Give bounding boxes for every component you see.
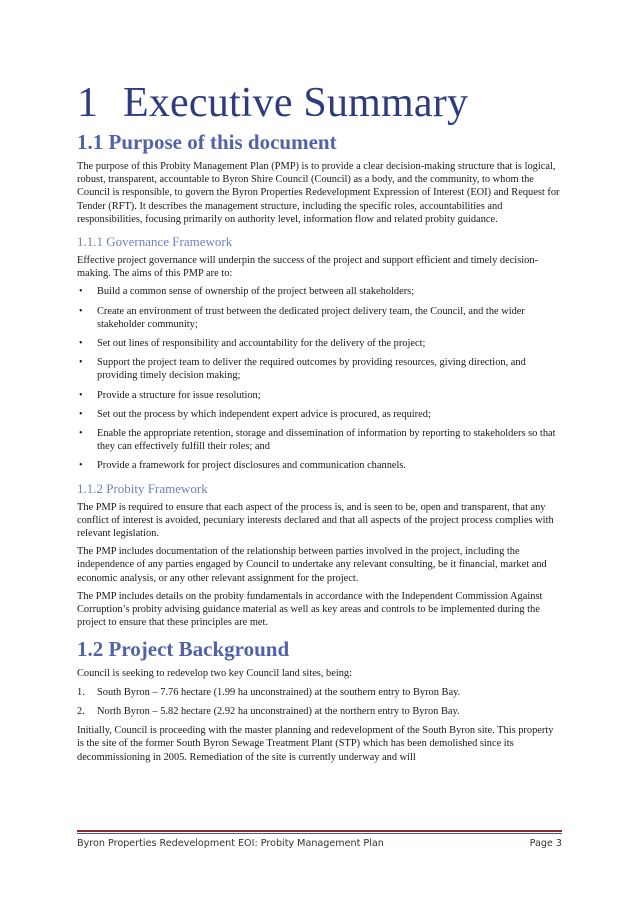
footer-document-title: Byron Properties Redevelopment EOI: Probity Management Plan <box>77 838 384 849</box>
list-item: 2. North Byron – 5.82 hectare (2.92 ha unconstrained) at the northern entry to Byron Bay. <box>77 705 460 717</box>
bullet-icon: • <box>79 286 83 298</box>
list-item: • Set out the process by which independent expert advice is procured, as required; <box>79 408 431 420</box>
probity-paragraph: The PMP includes details on the probity fundamentals in accordance with the Independent Commission Against Corruption’s probity advising guidance material as well as key areas and controls to be implemented during the project to ensure that these principles are met. <box>77 590 543 629</box>
chapter-number: 1 <box>77 80 99 126</box>
page-content <box>77 80 561 769</box>
background-paragraph: Initially, Council is proceeding with the master planning and redevelopment of the South Byron site. This property is the site of the former South Byron Sewage Treatment Plant (STP) which has been demolished since its decommissioning in 2005. Remediation of the site is currently underway and will <box>77 725 554 763</box>
list-item: 1. South Byron – 7.76 hectare (1.99 ha unconstrained) at the southern entry to Byron Bay. <box>77 686 461 698</box>
purpose-paragraph: The purpose of this Probity Management Plan (PMP) is to provide a clear decision-making structure that is logical, robust, transparent, accountable to Byron Shire Council (Council) as a body, and the community, to whom the Council is responsible, to govern the Byron Properties Redevelopment Expression of Interest (EOI) and Request for Tender (RFT). It describes the management structure, including the specific roles, accountabilities and responsibilities, focusing primarily on authority level, information flow and related probity guidance. <box>77 161 560 225</box>
bullet-icon: • <box>79 389 83 401</box>
list-item: • Create an environment of trust between the dedicated project delivery team, the Council, and the wider stakeholder community; <box>79 305 525 330</box>
probity-paragraph: The PMP includes documentation of the relationship between parties involved in the project, including the independence of any parties engaged by Council to undertake any relevant consulting, be it financial, market and economic analysis, or any other relevant assignment for the project. <box>77 546 547 584</box>
list-item: • Build a common sense of ownership of the project between all stakeholders; <box>79 286 415 298</box>
chapter-title: Executive Summary <box>123 80 469 126</box>
section-heading-purpose: 1.1 Purpose of this document <box>77 130 337 154</box>
bullet-icon: • <box>79 460 83 472</box>
page-footer <box>77 838 562 849</box>
list-item: • Provide a framework for project disclosures and communication channels. <box>79 460 407 472</box>
footer-page-number: Page 3 <box>529 838 562 849</box>
list-item: • Support the project team to deliver the required outcomes by providing resources, giving direction, and providing timely decision making; <box>79 357 526 382</box>
sites-list <box>77 686 561 718</box>
section-heading-background: 1.2 Project Background <box>77 637 290 662</box>
list-item: • Set out lines of responsibility and accountability for the delivery of the project; <box>79 338 426 350</box>
bullet-icon: • <box>79 338 83 350</box>
bullet-icon: • <box>79 408 83 420</box>
bullet-icon: • <box>79 428 83 440</box>
list-item: • Provide a structure for issue resolution; <box>79 389 261 401</box>
subsection-heading-probity: 1.1.2 Probity Framework <box>77 480 208 496</box>
footer-divider <box>77 833 562 834</box>
governance-aims-list <box>77 285 561 472</box>
governance-intro: Effective project governance will underpin the success of the project and support efficient and timely decision-making. The aims of this PMP are to: <box>77 255 538 280</box>
footer-divider <box>77 830 562 832</box>
probity-paragraph: The PMP is required to ensure that each aspect of the process is, and is seen to be, open and transparent, that any conflict of interest is avoided, pecuniary interests declared and that all aspects of the project process complies with relevant legislation. <box>77 501 554 540</box>
list-item: • Enable the appropriate retention, storage and dissemination of information by reporting to stakeholders so that they can effectively fulfill their roles; and <box>79 428 556 453</box>
background-intro: Council is seeking to redevelop two key Council land sites, being: <box>77 668 353 680</box>
chapter-heading <box>77 80 561 126</box>
bullet-icon: • <box>79 357 83 369</box>
bullet-icon: • <box>79 305 83 317</box>
subsection-heading-governance: 1.1.1 Governance Framework <box>77 234 233 250</box>
